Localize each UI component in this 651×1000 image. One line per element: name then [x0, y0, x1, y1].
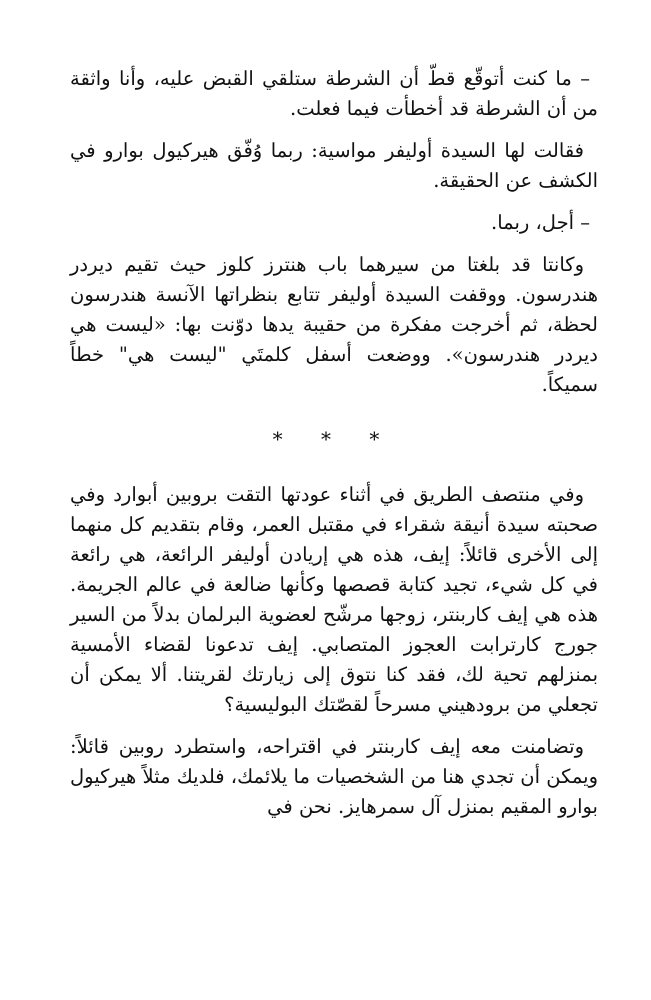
narrative-paragraph: وفي منتصف الطريق في أثناء عودتها التقت بروبين أبوارد وفي صحبته سيدة أنيقة شقراء في مقتبل العمر، وقام بتقديم كل منهما إلى الأخرى قائلاً: إيف، هذه هي إريادن أوليفر الرائعة، هي رائعة في كل شيء، تجيد كتابة قصصها وكأنها ضالعة في عالم الجريمة. هذه هي إيف كاربنتر، زوجها مرشّح لعضوية البرلمان بدلاً من السير جورج كارترابت العجوز المتصابي. إيف تدعونا لقضاء الأمسية بمنزلهم تحية لك، فقد كنا نتوق إلى زيارتك لقريتنا. ألا يمكن أن تجعلي من برودهيني مسرحاً لقصّتك البوليسية؟: [70, 483, 598, 716]
narrative-paragraph: وتضامنت معه إيف كاربنتر في اقتراحه، واستطرد روبين قائلاً: ويمكن أن تجدي هنا من الشخصيات ما يلائمك، فلديك مثلاً هيركيول بوارو المقيم بمنزل آل سمرهايز. نحن في: [70, 735, 598, 818]
narrative-paragraph: فقالت لها السيدة أوليفر مواسية: ربما وُفّق هيركيول بوارو في الكشف عن الحقيقة.: [70, 139, 598, 192]
dialogue-paragraph: – ما كنت أتوقّع قطّ أن الشرطة ستلقي القبض عليه، وأنا واثقة من أن الشرطة قد أخطأت فيما فعلت.: [70, 67, 598, 120]
book-page: [70, 64, 598, 834]
dialogue-paragraph: – أجل، ربما.: [491, 211, 590, 234]
section-separator: * * *: [272, 427, 396, 451]
narrative-paragraph: وكانتا قد بلغتا من سيرهما باب هنترز كلوز حيث تقيم ديردر هندرسون. ووقفت السيدة أوليفر تتابع بنظراتها الآنسة هندرسون لحظة، ثم أخرجت مفكرة من حقيبة يدها دوّنت بها: «ليست هي ديردر هندرسون». ووضعت أسفل كلمتَي "ليست هي" خطاً سميكاً.: [70, 253, 598, 396]
